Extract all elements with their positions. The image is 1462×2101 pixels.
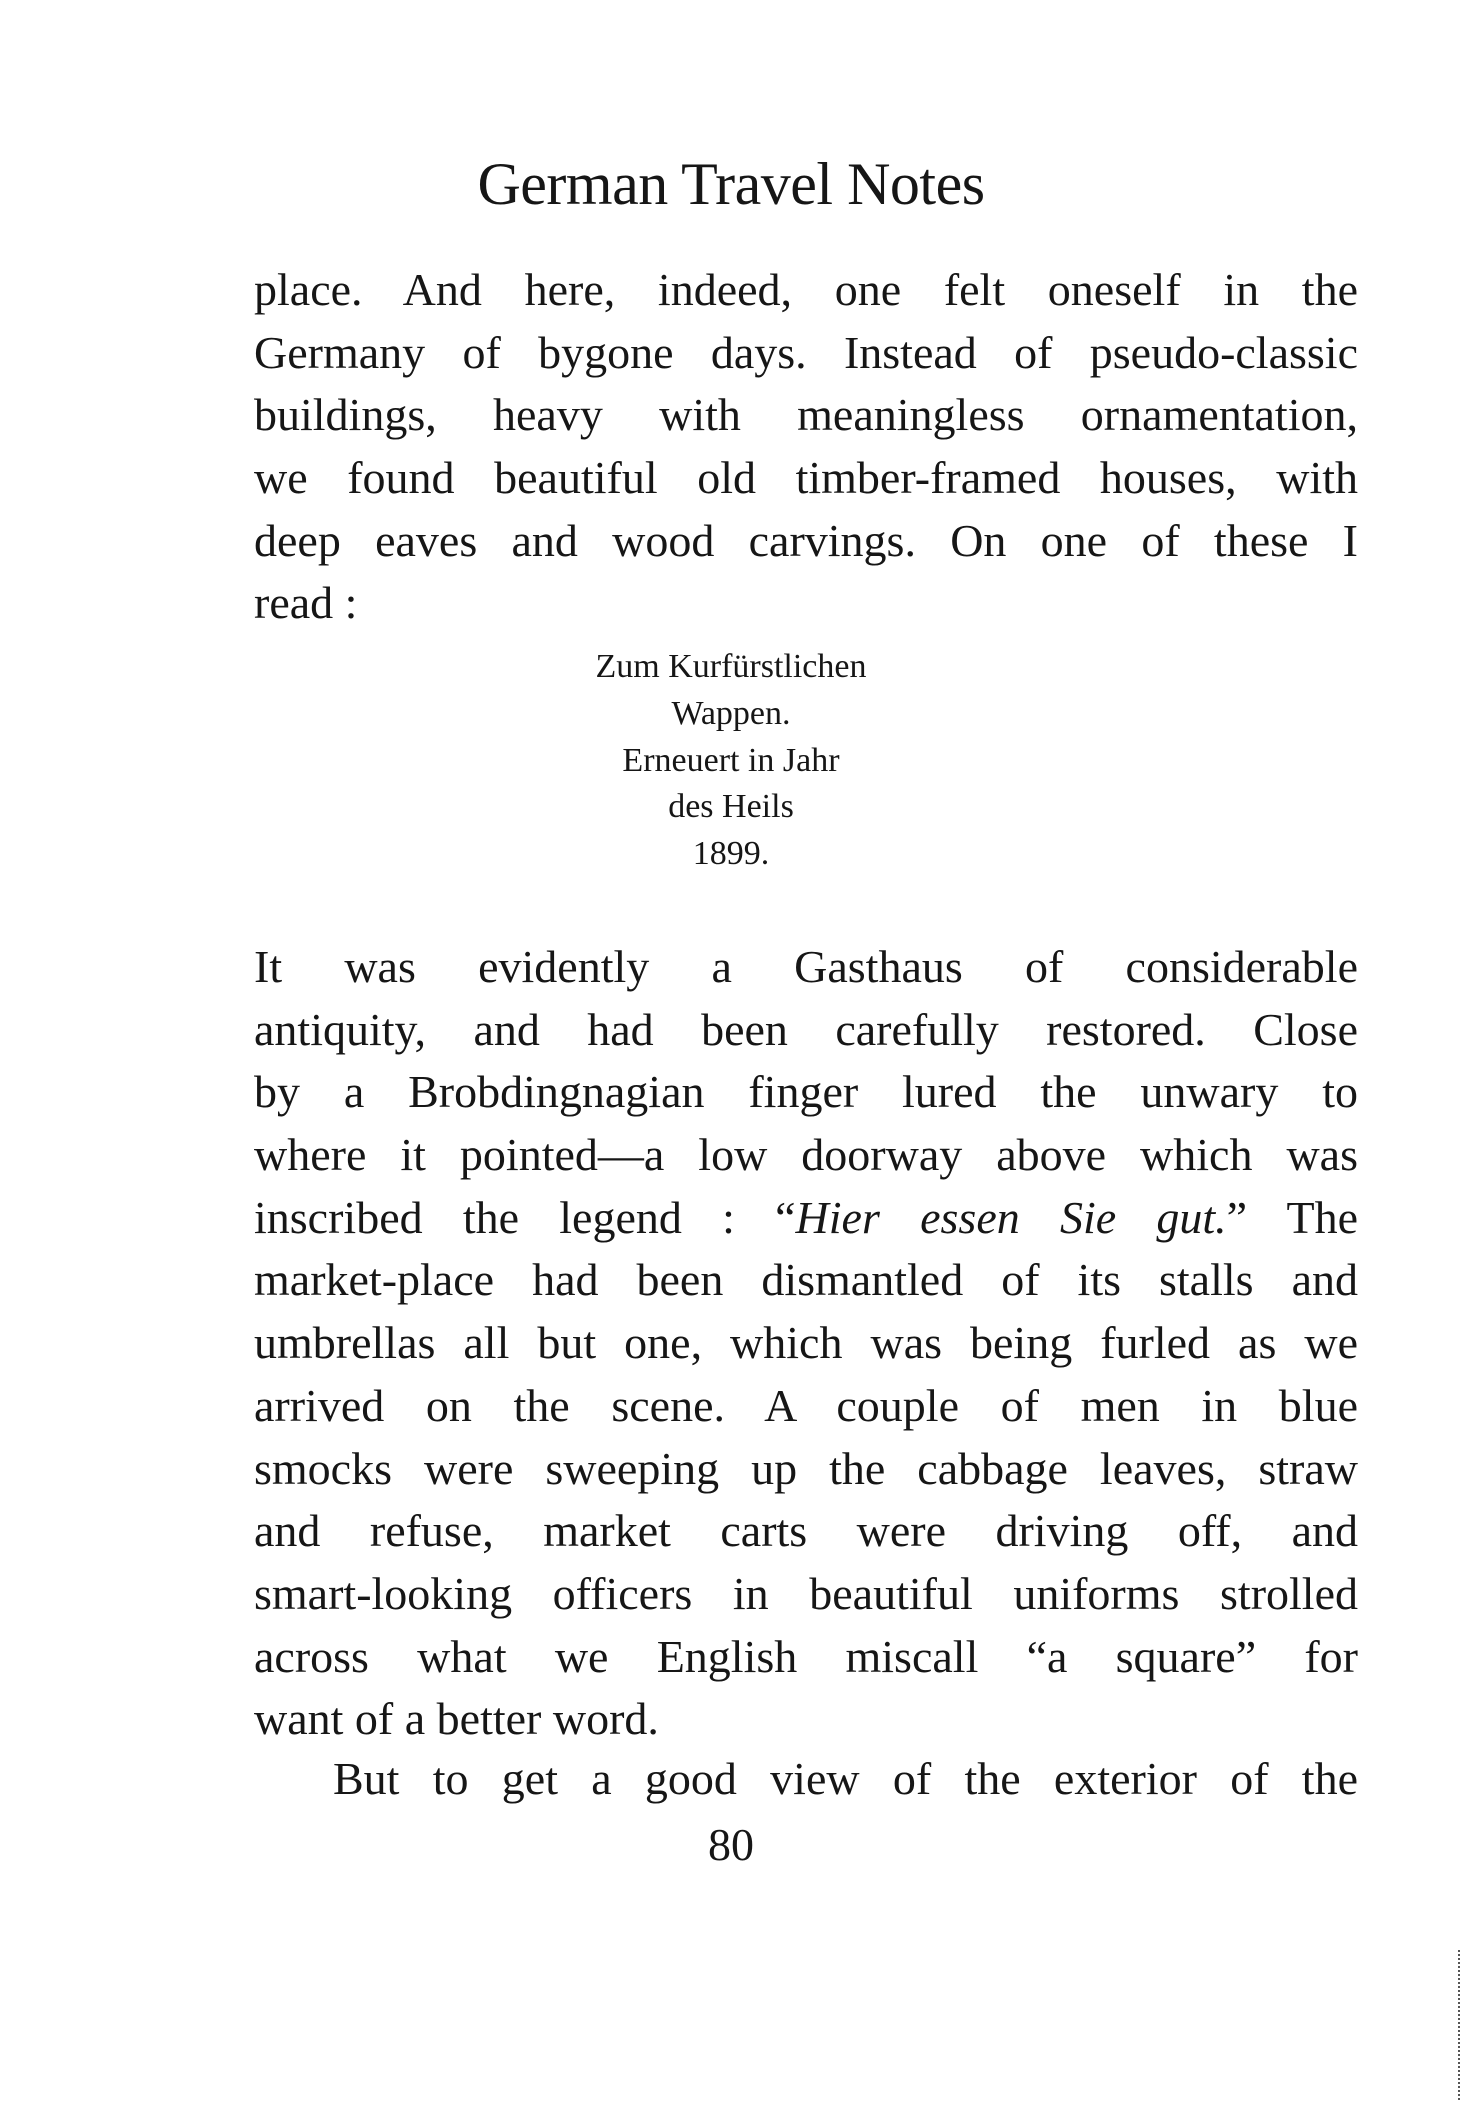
legend-intro: inscribed the legend : “ xyxy=(254,1191,796,1243)
legend-italic: Hier essen Sie gut. xyxy=(795,1191,1227,1243)
page-edge-mark xyxy=(1452,1950,1460,2100)
text-line: antiquity, and had been carefully restored. Close xyxy=(254,1003,1358,1055)
text-line: want of a better word. xyxy=(254,1693,659,1745)
paragraph-2 xyxy=(254,936,1358,1751)
text-line: by a Brobdingnagian finger lured the unwary to xyxy=(254,1066,1358,1118)
page-number: 80 xyxy=(708,1819,754,1870)
running-head-title: German Travel Notes xyxy=(477,151,985,217)
text-line: place. And here, indeed, one felt oneself in the xyxy=(254,264,1358,315)
text-line: smocks were sweeping up the cabbage leaves, straw xyxy=(254,1442,1358,1494)
text-line: and refuse, market carts were driving off, and xyxy=(254,1505,1358,1557)
paragraph-1 xyxy=(254,259,1358,635)
inscription-year: 1899. xyxy=(692,835,770,873)
paragraph-3 xyxy=(254,1748,1358,1811)
text-line: Germany of bygone days. Instead of pseudo-classic xyxy=(254,326,1358,378)
inscription-line: Erneuert in Jahr xyxy=(622,741,840,779)
text-line: umbrellas all but one, which was being furled as we xyxy=(254,1317,1358,1369)
text-line: deep eaves and wood carvings. On one of these I xyxy=(254,514,1358,566)
inscription-line: Wappen. xyxy=(671,694,791,732)
text-line: across what we English miscall “a square” for xyxy=(254,1630,1358,1682)
inscription-line: des Heils xyxy=(668,788,794,826)
house-inscription xyxy=(0,644,1462,878)
text-line: market-place had been dismantled of its stalls and xyxy=(254,1254,1358,1306)
text-line: read : xyxy=(254,577,358,629)
text-line-legend xyxy=(254,1187,1358,1250)
text-line: But to get a good view of the exterior of the xyxy=(333,1753,1358,1804)
inscription-line: Zum Kurfürstlichen xyxy=(595,648,867,685)
text-line: we found beautiful old timber-framed houses, with xyxy=(254,452,1358,504)
text-line: where it pointed—a low doorway above which was xyxy=(254,1129,1358,1181)
text-line: buildings, heavy with meaningless ornamentation, xyxy=(254,389,1358,441)
legend-close: ” The xyxy=(1226,1191,1359,1243)
text-line: It was evidently a Gasthaus of considerable xyxy=(254,941,1358,992)
text-line: arrived on the scene. A couple of men in blue xyxy=(254,1379,1358,1431)
text-line: smart-looking officers in beautiful uniforms strolled xyxy=(254,1567,1358,1619)
